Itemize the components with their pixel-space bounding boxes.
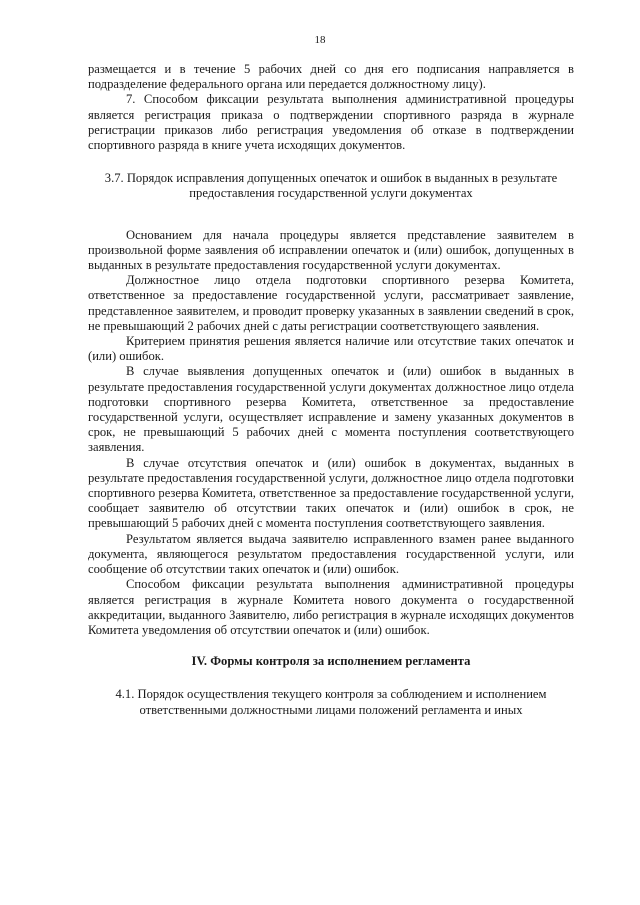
section-3-7-paragraph-6: Результатом является выдача заявителю исправленного взамен ранее выданного документа, являющегося результатом предоставления государственной услуги, или сообщение об отсутствии таких опечаток и (или) ошибок. bbox=[88, 531, 574, 577]
item-7-paragraph: 7. Способом фиксации результата выполнения административной процедуры является регистрация приказа о подтверждении спортивного разряда в журнале регистрации приказов либо регистрация уведомления об отказе в подтверждении спортивного разряда в книге учета исходящих документов. bbox=[88, 92, 574, 153]
section-3-7-paragraph-1: Основанием для начала процедуры является представление заявителем в произвольной форме заявления об исправлении опечаток и (или) ошибок, допущенных в выданных в результате предоставления государственной услуги документах. bbox=[88, 227, 574, 273]
section-3-7-paragraph-7: Способом фиксации результата выполнения административной процедуры является регистрация в журнале Комитета нового документа о государственной аккредитации, выданного Заявителю, либо регистрация в журнале исходящих документов Комитета уведомления об отсутствии опечаток и (или) ошибок. bbox=[88, 577, 574, 637]
section-3-7-paragraph-2: Должностное лицо отдела подготовки спортивного резерва Комитета, ответственное за предоставление государственной услуги, рассматривает заявление, представленное заявителем, и проводит проверку указанных в заявлении сведений в срок, не превышающий 2 рабочих дней с даты регистрации соответствующего заявления. bbox=[88, 273, 574, 333]
page-number: 18 bbox=[314, 34, 326, 46]
section-3-7-paragraph-5: В случае отсутствия опечаток и (или) ошибок в документах, выданных в результате предоставления государственной услуги, должностное лицо отдела подготовки спортивного резерва Комитета, ответственное за предоставление государственной услуги, сообщает заявителю об отсутствии таких опечаток и (или) ошибок в срок, не превышающий 5 рабочих дней с момента поступления соответствующего заявления. bbox=[88, 455, 574, 531]
section-4-1-heading: 4.1. Порядок осуществления текущего контроля за соблюдением и исполнением ответственными должностными лицами положений регламента и иных bbox=[115, 687, 547, 717]
continuation-paragraph: размещается и в течение 5 рабочих дней со дня его подписания направляется в подразделение федерального органа или передается должностному лицу). bbox=[88, 62, 574, 92]
chapter-iv-title: IV. Формы контроля за исполнением регламента bbox=[191, 654, 471, 669]
section-3-7-paragraph-3: Критерием принятия решения является наличие или отсутствие таких опечаток и (или) ошибок. bbox=[88, 334, 574, 364]
page-body bbox=[88, 62, 574, 718]
section-3-7-heading: 3.7. Порядок исправления допущенных опечаток и ошибок в выданных в результате предоставления государственной услуги документах bbox=[104, 171, 558, 201]
section-3-7-paragraph-4: В случае выявления допущенных опечаток и (или) ошибок в выданных в результате предоставления государственной услуги документах должностное лицо отдела подготовки спортивного резерва Комитета, ответственное за предоставление государственной услуги, осуществляет исправление и замену указанных документов в срок, не превышающий 5 рабочих дней с момента поступления соответствующего заявления. bbox=[88, 364, 574, 455]
